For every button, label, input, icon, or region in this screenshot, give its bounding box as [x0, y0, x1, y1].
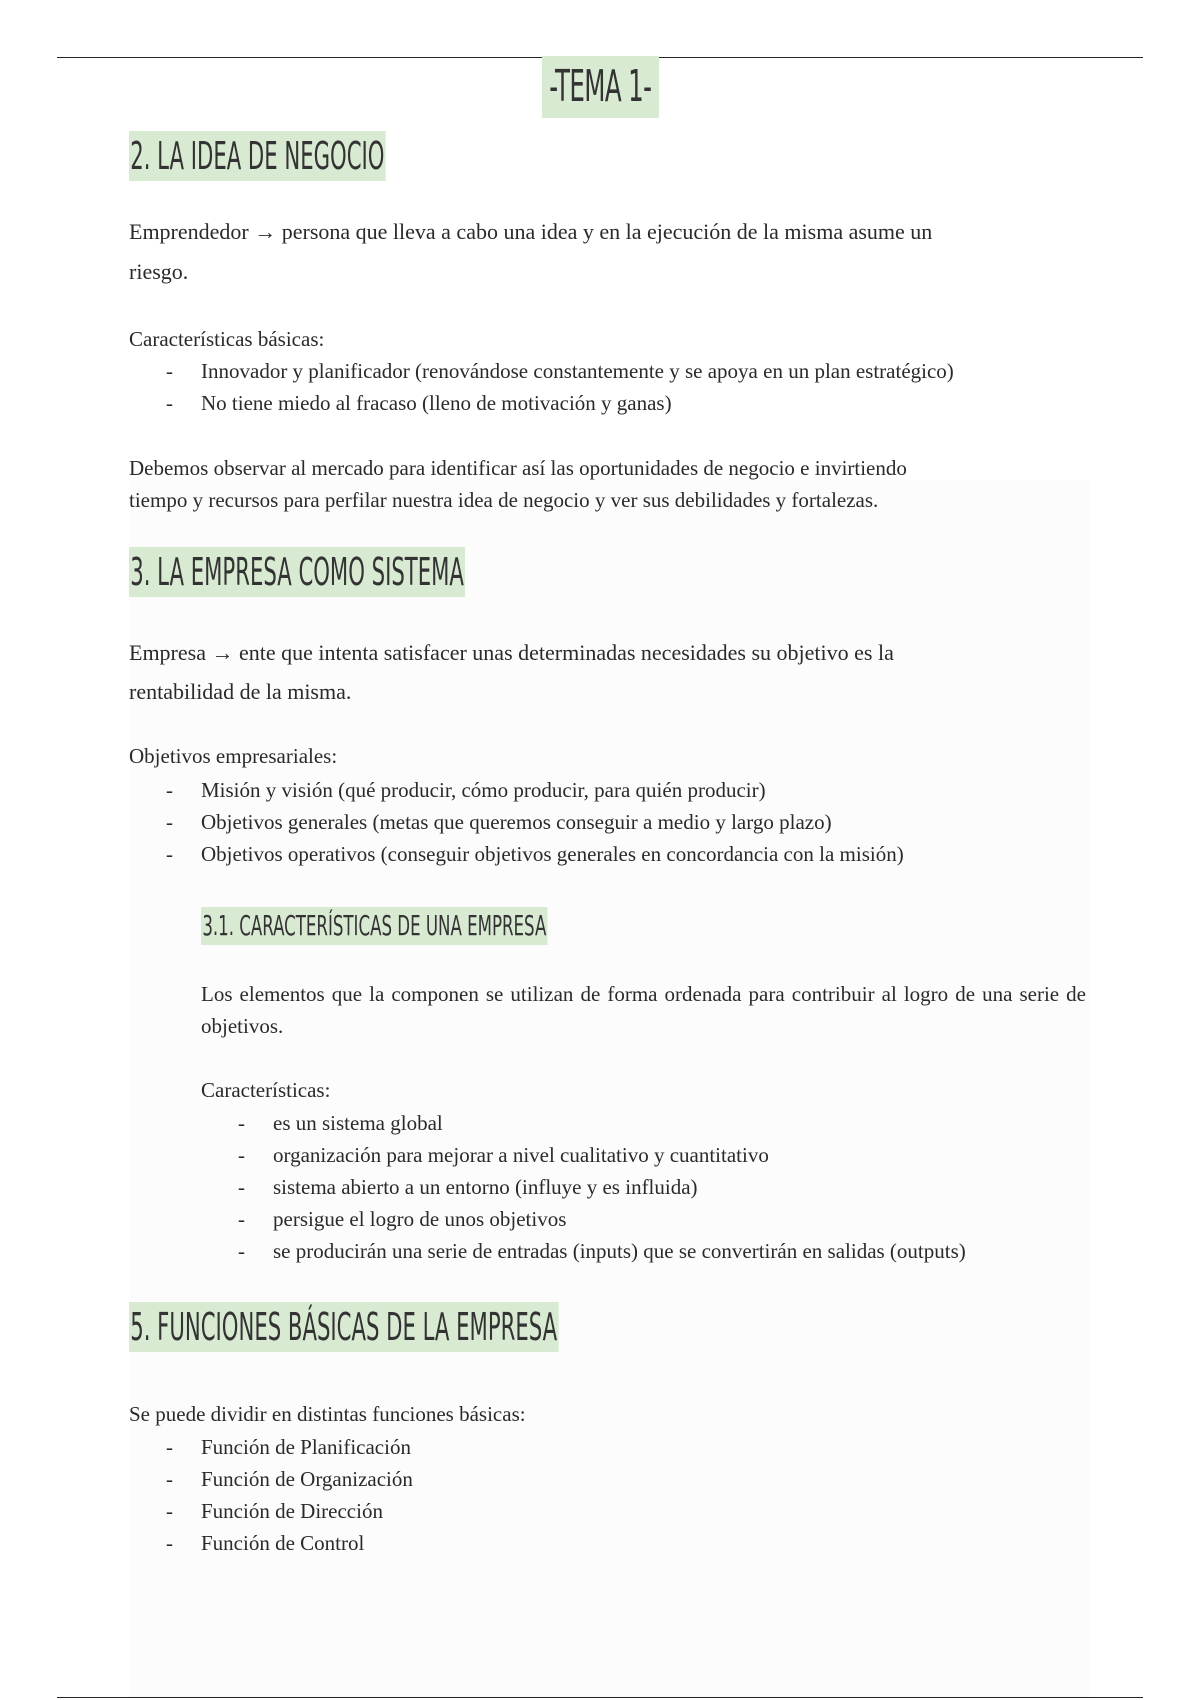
paragraph-mercado-line2: tiempo y recursos para perfilar nuestra idea de negocio y ver sus debilidades y fortalezas.: [129, 488, 879, 512]
list-item: - Objetivos generales (metas que queremos conseguir a medio y largo plazo): [201, 806, 904, 838]
list-item: - No tiene miedo al fracaso (lleno de motivación y ganas): [201, 387, 954, 419]
list-caracteristicas: [273, 1107, 966, 1267]
list-intro-funciones: Se puede dividir en distintas funciones básicas:: [129, 1402, 526, 1426]
list-item: - Función de Dirección: [201, 1495, 413, 1527]
list-intro-caracteristicas: Características:: [201, 1078, 331, 1102]
list-item: - Función de Organización: [201, 1463, 413, 1495]
paragraph-emprendedor-line2: riesgo.: [129, 259, 189, 284]
heading-caracteristicas-empresa: 3.1. CARACTERÍSTICAS DE UNA EMPRESA: [201, 907, 548, 945]
heading-funciones-basicas: 5. FUNCIONES BÁSICAS DE LA EMPRESA: [129, 1302, 558, 1352]
heading-idea-negocio: 2. LA IDEA DE NEGOCIO: [129, 131, 386, 181]
list-item: - Función de Control: [201, 1527, 413, 1559]
list-intro-objetivos: Objetivos empresariales:: [129, 744, 338, 768]
paragraph-empresa-line1: Empresa → ente que intenta satisfacer unas determinadas necesidades su objetivo es la: [129, 640, 894, 665]
list-item: - Misión y visión (qué producir, cómo producir, para quién producir): [201, 774, 904, 806]
paragraph-mercado-line1: Debemos observar al mercado para identificar así las oportunidades de negocio e invirtiendo: [129, 456, 907, 480]
list-item: - Función de Planificación: [201, 1431, 413, 1463]
bottom-rule: [57, 1697, 1143, 1698]
list-item: - Objetivos operativos (conseguir objetivos generales en concordancia con la misión): [201, 838, 904, 870]
list-item: - persigue el logro de unos objetivos: [273, 1203, 966, 1235]
title-container: [0, 56, 1200, 118]
list-item: - organización para mejorar a nivel cualitativo y cuantitativo: [273, 1139, 966, 1171]
list-item: - se producirán una serie de entradas (inputs) que se convertirán en salidas (outputs): [273, 1235, 966, 1267]
list-item: - Innovador y planificador (renovándose constantemente y se apoya en un plan estratégico): [201, 355, 954, 387]
list-caracteristicas-basicas: [201, 355, 954, 419]
document-title: -TEMA 1-: [541, 56, 658, 118]
list-objetivos-empresariales: [201, 774, 904, 870]
heading-empresa-sistema: 3. LA EMPRESA COMO SISTEMA: [129, 547, 465, 597]
list-funciones: [201, 1431, 413, 1559]
list-item: - es un sistema global: [273, 1107, 966, 1139]
list-item: - sistema abierto a un entorno (influye y es influida): [273, 1171, 966, 1203]
list-intro-caracteristicas-basicas: Características básicas:: [129, 327, 325, 351]
paragraph-empresa-line2: rentabilidad de la misma.: [129, 679, 352, 704]
paragraph-emprendedor-line1: Emprendedor → persona que lleva a cabo una idea y en la ejecución de la misma asume un: [129, 219, 933, 244]
paragraph-elementos: Los elementos que la componen se utilizan de forma ordenada para contribuir al logro de una serie de objetivos.: [201, 982, 1086, 1038]
